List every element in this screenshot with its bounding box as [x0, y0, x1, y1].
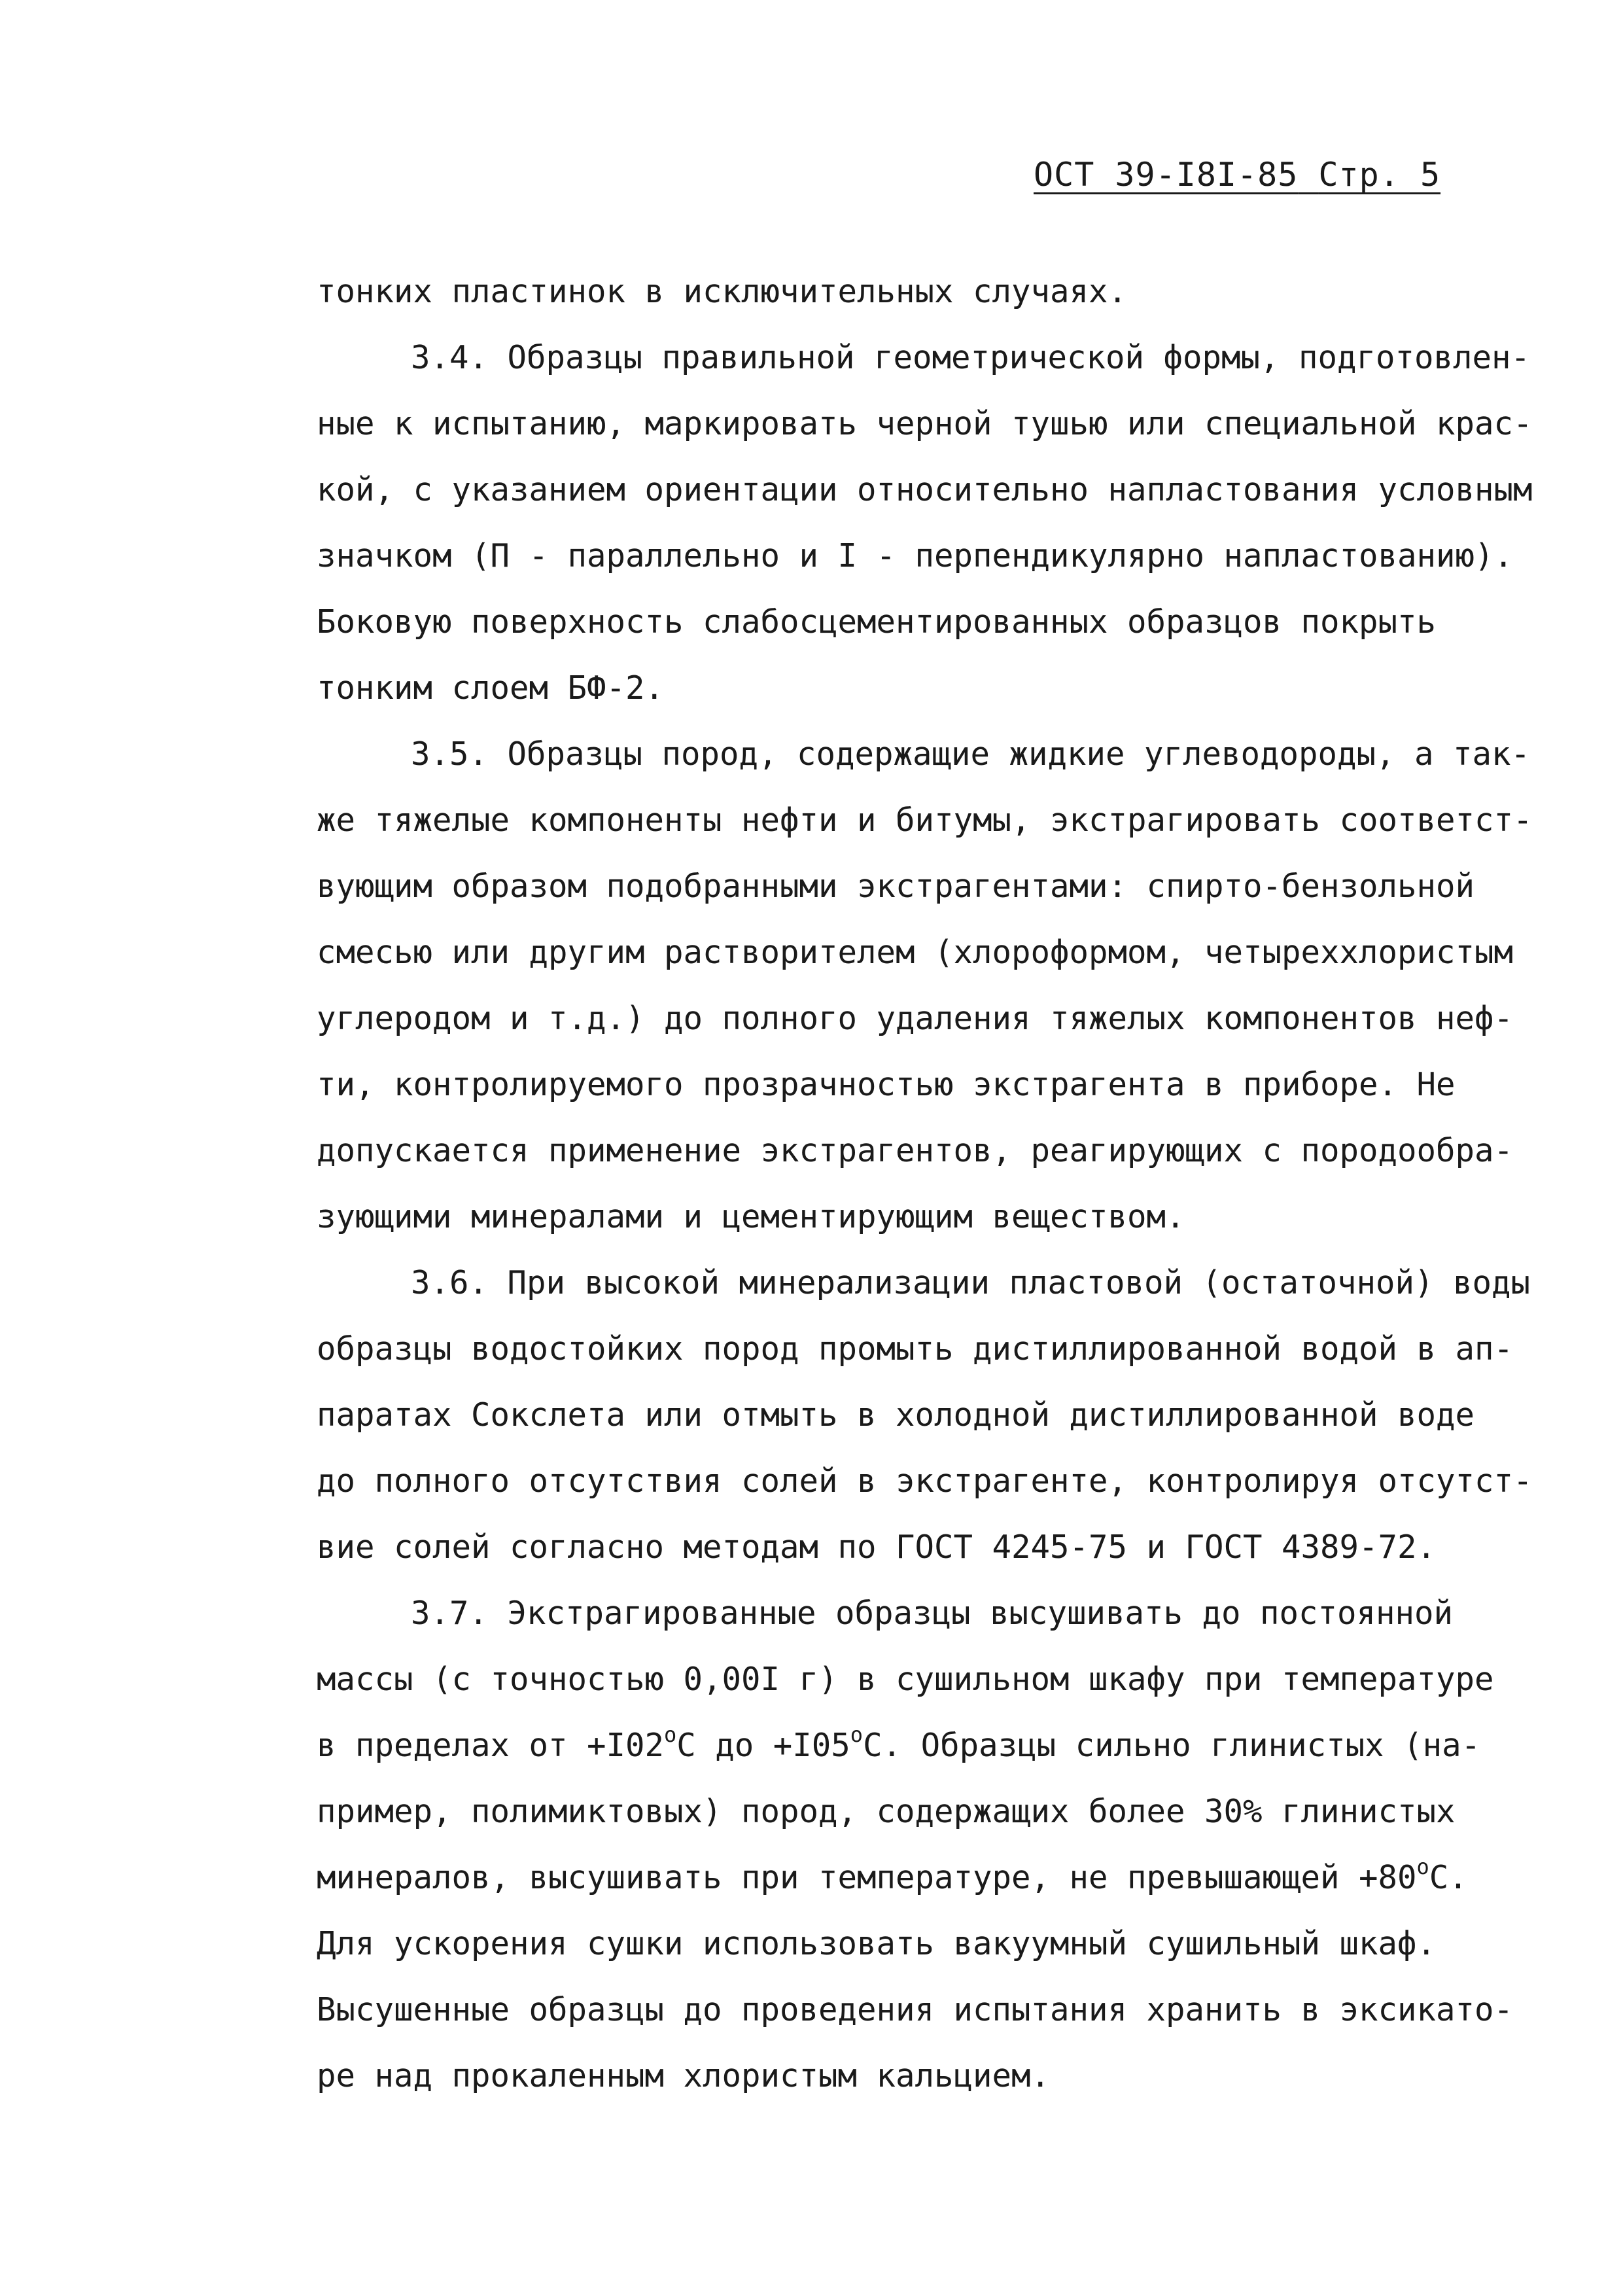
text-line: смесью или другим растворителем (хлороформом, четыреххлористым: [317, 934, 1514, 971]
page-number: Стр. 5: [1318, 156, 1441, 194]
degree-sign: o: [850, 1722, 864, 1747]
text-line: образцы водостойких пород промыть дистиллированной водой в ап-: [317, 1330, 1514, 1368]
continuation-paragraph: [317, 258, 1599, 325]
text-line: тонким слоем БФ-2.: [317, 669, 665, 707]
text-line: паратах Сокслета или отмыть в холодной дистиллированной воде: [317, 1396, 1475, 1434]
section-3-4: [317, 325, 1599, 721]
section-number: 3.7.: [411, 1595, 489, 1632]
text-line: кой, с указанием ориентации относительно напластования условным: [317, 471, 1533, 508]
text-line: допускается применение экстрагентов, реагирующих с породообра-: [317, 1132, 1514, 1169]
text-line: ные к испытанию, маркировать черной тушью или специальной крас-: [317, 405, 1533, 442]
text-line: минералов, высушивать при температуре, не превышающей $+80^oС$.: [317, 1854, 1468, 1896]
document-body: [317, 258, 1599, 2109]
section-3-5: [317, 721, 1599, 1250]
section-3-7: [317, 1580, 1599, 2109]
text-line: массы (с точностью 0,00I г) в сушильном шкафу при температуре: [317, 1661, 1494, 1698]
text-line: значком (П - параллельно и I - перпендикулярно напластованию).: [317, 537, 1514, 574]
text-line: 3.7. Экстрагированные образцы высушивать до постоянной: [411, 1595, 1454, 1632]
document-reference: ОСТ 39-I8I-85: [1034, 156, 1299, 194]
text-line: ти, контролируемого прозрачностью экстрагента в приборе. Не: [317, 1066, 1456, 1103]
text-line: Для ускорения сушки использовать вакуумный сушильный шкаф.: [317, 1925, 1437, 1962]
degree-sign: o: [664, 1722, 677, 1747]
text-line: зующими минералами и цементирующим веществом.: [317, 1198, 1185, 1235]
text-line: ре над прокаленным хлористым кальцием.: [317, 2057, 1051, 2094]
text-line: углеродом и т.д.) до полного удаления тяжелых компонентов неф-: [317, 1000, 1514, 1037]
text-line: 3.4. Образцы правильной геометрической формы, подготовлен-: [411, 339, 1531, 376]
text-line: Боковую поверхность слабосцементированных образцов покрыть: [317, 603, 1437, 641]
degree-sign: o: [1416, 1854, 1429, 1879]
text-line: пример, полимиктовых) пород, содержащих более 30% глинистых: [317, 1793, 1456, 1830]
text-line: 3.6. При высокой минерализации пластовой (остаточной) воды: [411, 1264, 1531, 1301]
section-number: 3.5.: [411, 735, 489, 773]
page-header: [1034, 156, 1440, 194]
text-line: тонких пластинок в исключительных случаях.: [317, 273, 1128, 310]
text-line: в пределах от $+I02^oС$ до $+I05^oС$. Образцы сильно глинистых (на-: [317, 1722, 1481, 1764]
text-line: же тяжелые компоненты нефти и битумы, экстрагировать соответст-: [317, 802, 1533, 839]
text-line: Высушенные образцы до проведения испытания хранить в эксикато-: [317, 1991, 1514, 2028]
section-3-6: [317, 1250, 1599, 1580]
text-line: вие солей согласно методам по ГОСТ 4245-75 и ГОСТ 4389-72.: [317, 1528, 1437, 1566]
text-line: до полного отсутствия солей в экстрагенте, контролируя отсутст-: [317, 1462, 1533, 1500]
section-number: 3.6.: [411, 1264, 489, 1301]
text-line: 3.5. Образцы пород, содержащие жидкие углеводороды, а так-: [411, 735, 1531, 773]
section-number: 3.4.: [411, 339, 489, 376]
text-line: вующим образом подобранными экстрагентами: спирто-бензольной: [317, 868, 1475, 905]
